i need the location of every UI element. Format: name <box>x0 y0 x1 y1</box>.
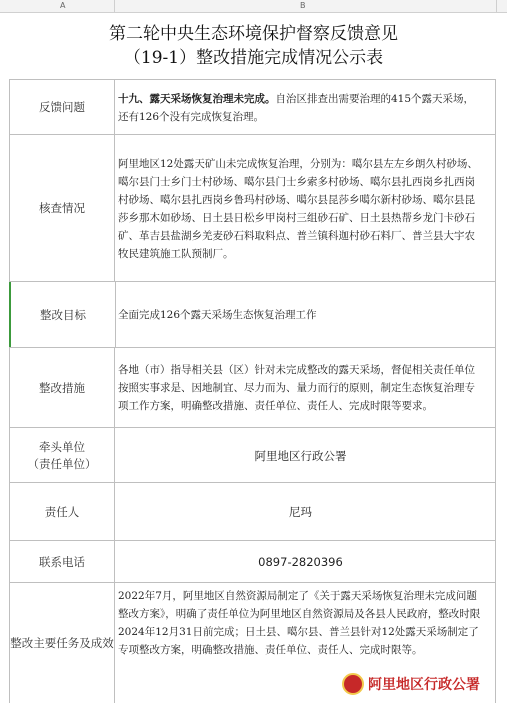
row-value[interactable] <box>114 135 487 282</box>
disclosure-table <box>9 79 496 702</box>
row-label: 核查情况 <box>9 135 115 282</box>
table-row-lead-unit[interactable] <box>9 427 496 483</box>
lead-unit-text: 阿里地区行政公署 <box>254 448 347 463</box>
table-row-target[interactable] <box>9 281 496 348</box>
column-header-b[interactable]: B <box>300 1 306 10</box>
issue-heading: 十九、露天采场恢复治理未完成。 <box>118 92 276 105</box>
table-row-responsible-person[interactable] <box>9 482 496 541</box>
table-row-verification[interactable] <box>9 134 496 282</box>
target-text: 全面完成126个露天采场生态恢复治理工作 <box>118 309 317 321</box>
row-value[interactable] <box>114 541 487 583</box>
main-tasks-text: 2022年7月，阿里地区自然资源局制定了《关于露天采场恢复治理未完成问题整改方案》，明确了责任单位为阿里地区自然资源局及各县人民政府，整改时限2024年12月31日前完成；日土县、噶尔县、普兰县针对12处露天采场制定了专项整改方案，明确整改措施、责任单位、责任人、完成时限等。 <box>118 590 481 656</box>
table-row-measures[interactable] <box>9 347 496 428</box>
row-label: 整改主要任务及成效 <box>9 583 115 703</box>
title-line-2: （19-1）整改措施完成情况公示表 <box>123 48 384 68</box>
row-value[interactable] <box>114 483 487 541</box>
row-label: 整改措施 <box>9 348 115 428</box>
table-row-feedback-issue[interactable] <box>9 79 496 135</box>
row-label: 责任人 <box>9 483 115 541</box>
row-label: 联系电话 <box>9 541 115 583</box>
column-separator[interactable] <box>496 0 497 12</box>
page-title <box>0 12 507 78</box>
column-separator[interactable] <box>114 0 115 12</box>
watermark-text: 阿里地区行政公署 <box>368 677 480 693</box>
phone-text: 0897-2820396 <box>258 555 343 569</box>
row-value[interactable] <box>114 348 487 428</box>
government-watermark <box>342 670 507 698</box>
emblem-icon <box>342 673 364 695</box>
issue-detail: 自治区排查出需要治理的415个露天采场，还有126个没有完成恢复治理。 <box>118 92 475 123</box>
row-value[interactable] <box>114 80 487 135</box>
row-label: 整改目标 <box>9 282 116 348</box>
measures-text: 各地（市）指导相关县（区）针对未完成整改的露天采场，督促相关责任单位按照实事求是、因地制宜、尽力而为、量力而行的原则，制定生态恢复治理专项工作方案，明确整改措施、责任单位、责任人、完成时限等要求。 <box>118 364 475 412</box>
responsible-person-text: 尼玛 <box>289 505 312 519</box>
row-value[interactable] <box>114 428 487 483</box>
row-value[interactable] <box>114 282 487 348</box>
verification-text: 阿里地区12处露天矿山未完成恢复治理，分别为：噶尔县左左乡朗久村砂场、噶尔县门士乡门士村砂场、噶尔县门士乡索多村砂场、噶尔县扎西岗乡扎西岗村砂场、噶尔县扎西岗乡鲁玛村砂场、噶尔县昆莎乡噶尔新村砂场、噶尔县昆莎乡那木如砂场、日土县日松乡甲岗村三组砂石矿、日土县热帮乡龙门卡砂石矿、革吉县盐湖乡羌麦砂石料取料点、普兰镇科迦村砂石料厂、普兰县大宇农牧民建筑施工队预制厂。 <box>118 157 478 260</box>
table-row-phone[interactable] <box>9 540 496 583</box>
column-header-a[interactable]: A <box>60 1 66 10</box>
title-line-1: 第二轮中央生态环境保护督察反馈意见 <box>109 24 398 44</box>
row-label: 牵头单位 （责任单位） <box>9 428 115 483</box>
row-label: 反馈问题 <box>9 80 115 135</box>
